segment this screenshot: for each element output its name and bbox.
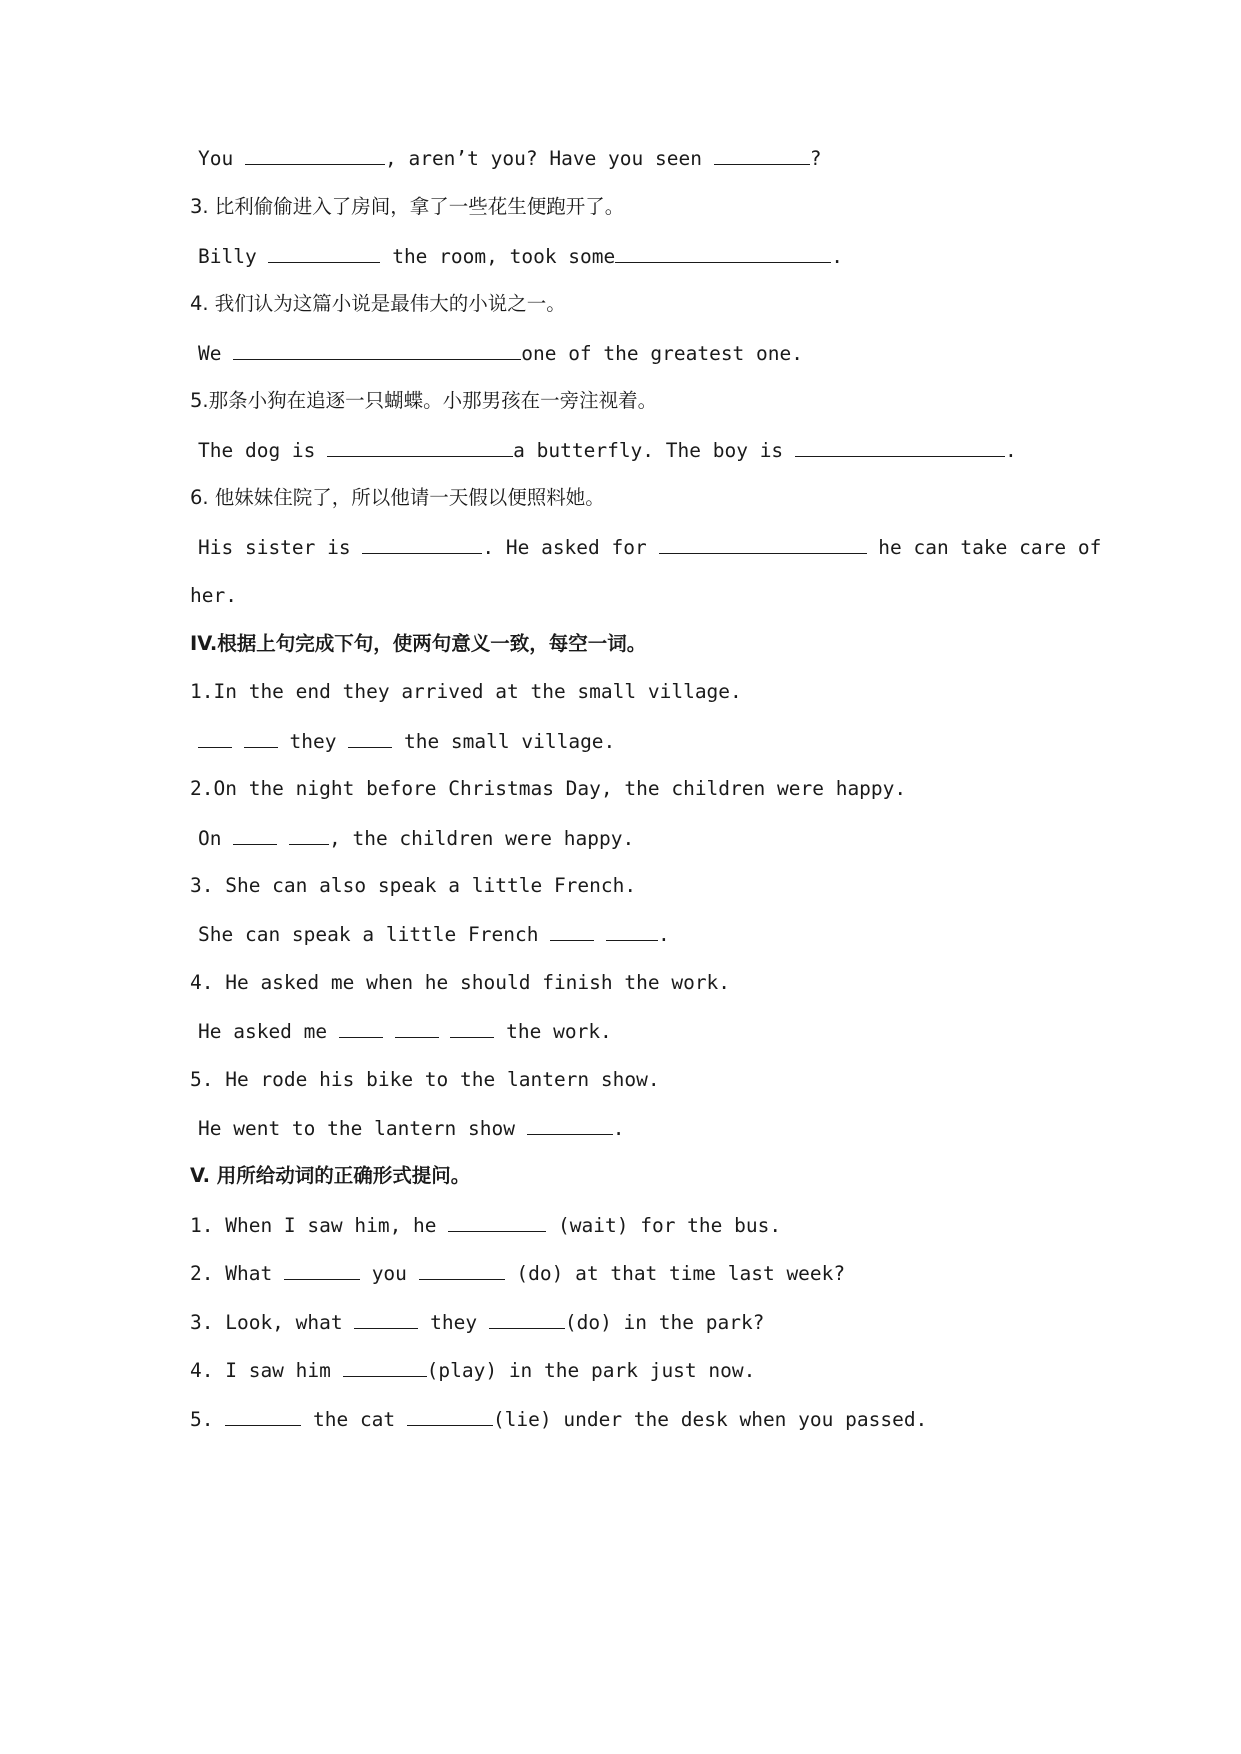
answer-blank[interactable] bbox=[395, 1019, 439, 1038]
q3-chinese-prompt: 3. 比利偷偷进入了房间，拿了一些花生便跑开了。 bbox=[190, 195, 625, 218]
q5-chinese-prompt: 5.那条小狗在追逐一只蝴蝶。小那男孩在一旁注视着。 bbox=[190, 389, 658, 412]
answer-blank[interactable] bbox=[268, 244, 380, 263]
q6-english-line: His sister is . He asked for he can take care of bbox=[198, 536, 1102, 559]
answer-blank[interactable] bbox=[348, 729, 392, 748]
answer-blank[interactable] bbox=[244, 729, 278, 748]
answer-blank[interactable] bbox=[606, 922, 658, 941]
answer-blank[interactable] bbox=[284, 1261, 360, 1280]
iv-q4-prompt: 4. He asked me when he should finish the work. bbox=[190, 971, 731, 994]
answer-blank[interactable] bbox=[450, 1019, 494, 1038]
answer-blank[interactable] bbox=[659, 535, 867, 554]
answer-blank[interactable] bbox=[339, 1019, 383, 1038]
answer-blank[interactable] bbox=[419, 1261, 505, 1280]
iv-q5-answer-line: He went to the lantern show . bbox=[198, 1117, 625, 1140]
section-iv-heading: IV.根据上句完成下句，使两句意义一致，每空一词。 bbox=[190, 632, 647, 655]
answer-blank[interactable] bbox=[489, 1310, 565, 1329]
answer-blank[interactable] bbox=[245, 146, 385, 165]
answer-blank[interactable] bbox=[289, 826, 329, 845]
answer-blank[interactable] bbox=[714, 146, 810, 165]
v-q5-line: 5. the cat (lie) under the desk when you passed. bbox=[190, 1408, 928, 1431]
q6-english-continuation: her. bbox=[190, 584, 237, 607]
iv-q3-answer-line: She can speak a little French . bbox=[198, 923, 670, 946]
iv-q3-prompt: 3. She can also speak a little French. bbox=[190, 874, 637, 897]
iv-q2-answer-line: On , the children were happy. bbox=[198, 827, 635, 850]
answer-blank[interactable] bbox=[615, 244, 831, 263]
iv-q5-prompt: 5. He rode his bike to the lantern show. bbox=[190, 1068, 660, 1091]
q3-english-line: Billy the room, took some . bbox=[198, 245, 844, 268]
answer-blank[interactable] bbox=[233, 826, 277, 845]
answer-blank[interactable] bbox=[343, 1358, 427, 1377]
q6-chinese-prompt: 6. 他妹妹住院了，所以他请一天假以便照料她。 bbox=[190, 486, 605, 509]
answer-blank[interactable] bbox=[362, 535, 482, 554]
iv-q1-answer-line: they the small village. bbox=[198, 729, 615, 754]
answer-blank[interactable] bbox=[233, 341, 521, 360]
iv-q1-prompt: 1.In the end they arrived at the small village. bbox=[190, 680, 742, 703]
answer-blank[interactable] bbox=[354, 1310, 418, 1329]
answer-blank[interactable] bbox=[795, 438, 1005, 457]
v-q1-line: 1. When I saw him, he (wait) for the bus. bbox=[190, 1214, 782, 1237]
v-q4-line: 4. I saw him (play) in the park just now. bbox=[190, 1359, 756, 1382]
q4-chinese-prompt: 4. 我们认为这篇小说是最伟大的小说之一。 bbox=[190, 292, 566, 315]
q4-english-line: We one of the greatest one. bbox=[198, 342, 803, 365]
answer-blank[interactable] bbox=[448, 1213, 546, 1232]
iv-q4-answer-line: He asked me the work. bbox=[198, 1020, 612, 1043]
v-q3-line: 3. Look, what they (do) in the park? bbox=[190, 1311, 765, 1334]
answer-blank[interactable] bbox=[225, 1407, 301, 1426]
answer-blank[interactable] bbox=[527, 1116, 613, 1135]
answer-blank[interactable] bbox=[327, 438, 513, 457]
q2-english-line: You , aren’t you? Have you seen ? bbox=[198, 147, 822, 170]
answer-blank[interactable] bbox=[407, 1407, 493, 1426]
section-v-heading: V. 用所给动词的正确形式提问。 bbox=[190, 1164, 471, 1187]
v-q2-line: 2. What you (do) at that time last week? bbox=[190, 1262, 846, 1285]
iv-q2-prompt: 2.On the night before Christmas Day, the children were happy. bbox=[190, 777, 907, 800]
answer-blank[interactable] bbox=[550, 922, 594, 941]
q5-english-line: The dog is a butterfly. The boy is . bbox=[198, 439, 1017, 462]
answer-blank[interactable] bbox=[198, 729, 232, 748]
